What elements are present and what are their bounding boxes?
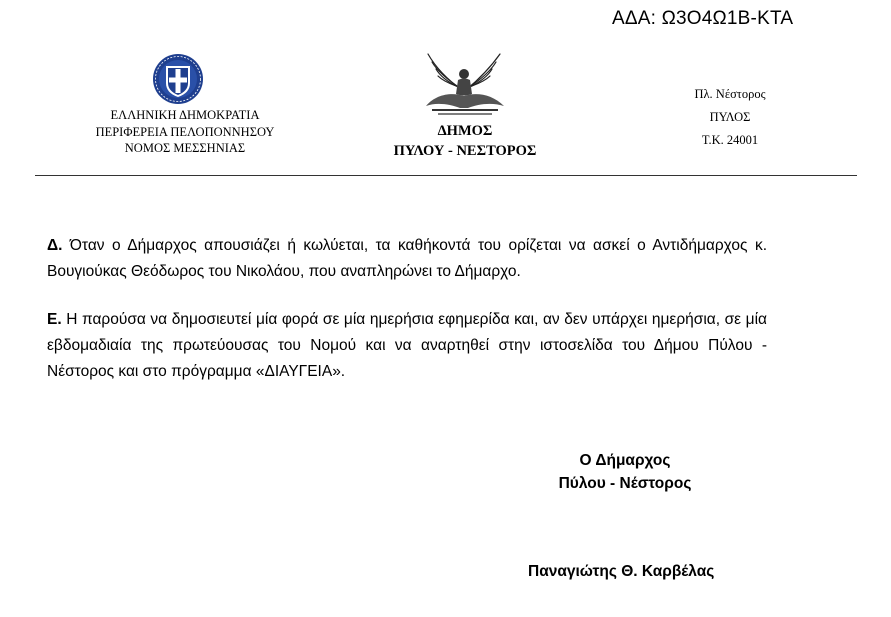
paragraph-e-label: Ε. bbox=[47, 311, 67, 328]
address-city: ΠΥΛΟΣ bbox=[709, 110, 751, 124]
country-name: ΕΛΛΗΝΙΚΗ ΔΗΜΟΚΡΑΤΙΑ bbox=[110, 108, 260, 122]
signatory-name: Παναγιώτης Θ. Καρβέλας bbox=[528, 563, 715, 580]
ada-code: ΑΔΑ: Ω3Ο4Ω1Β-ΚΤΑ bbox=[612, 8, 794, 29]
paragraph-e bbox=[47, 307, 767, 385]
mayor-label: Ο Δήμαρχος bbox=[579, 452, 671, 469]
address-block bbox=[665, 83, 795, 152]
municipality-title bbox=[370, 121, 560, 161]
mayor-municipality: Πύλου - Νέστορος bbox=[558, 475, 692, 492]
prefecture-name: ΝΟΜΟΣ ΜΕΣΣΗΝΙΑΣ bbox=[124, 141, 246, 155]
header-left-block bbox=[70, 107, 300, 157]
paragraph-e-text: Η παρούσα να δημοσιευτεί μία φορά σε μία ημερήσια εφημερίδα και, αν δεν υπάρχει ημερήσια, σε μία εβδομαδιαία της πρωτεύουσας του Νομού και να αναρτηθεί στην ιστοσελίδα του Δήμου Πύλου - Νέστορος και στο πρόγραμμα «ΔΙΑΥΓΕΙΑ». bbox=[47, 311, 767, 380]
paragraph-d-text: Όταν ο Δήμαρχος απουσιάζει ή κωλύεται, τα καθήκοντά του ορίζεται να ασκεί ο Αντιδήμαρχος κ. Βουγιούκας Θεόδωρος του Νικολάου, που αναπληρώνει το Δήμαρχο. bbox=[47, 237, 767, 280]
address-postcode: Τ.Κ. 24001 bbox=[701, 133, 759, 147]
header-divider bbox=[35, 175, 857, 176]
region-name: ΠΕΡΙΦΕΡΕΙΑ ΠΕΛΟΠΟΝΝΗΣΟΥ bbox=[95, 124, 275, 139]
municipality-name: ΠΥΛΟΥ - ΝΕΣΤΟΡΟΣ bbox=[393, 143, 537, 159]
address-street: Πλ. Νέστορος bbox=[694, 87, 766, 101]
paragraph-d bbox=[47, 233, 767, 285]
municipality-label: ΔΗΜΟΣ bbox=[437, 123, 493, 139]
sphinx-logo-icon bbox=[418, 50, 510, 120]
greek-emblem-icon bbox=[152, 53, 204, 105]
signature-title bbox=[520, 449, 730, 495]
paragraph-d-label: Δ. bbox=[47, 237, 70, 254]
